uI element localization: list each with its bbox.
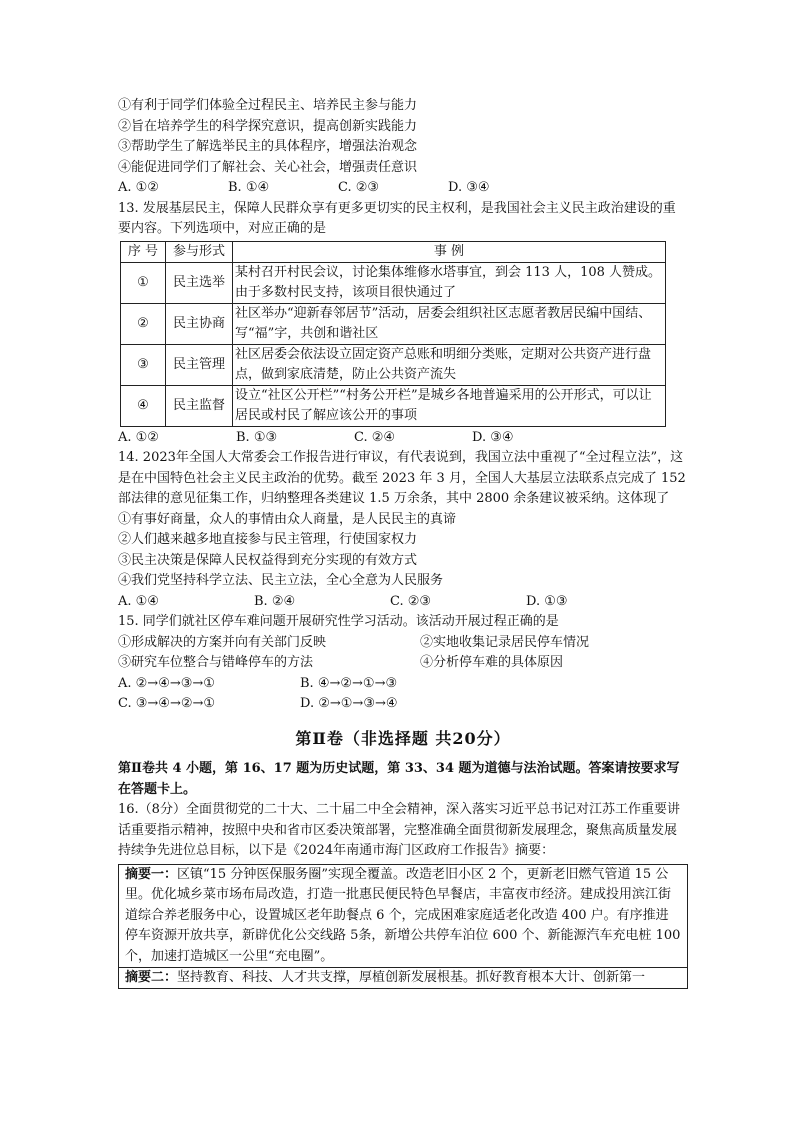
row-case: 设立“社区公开栏”“村务公开栏”是城乡各地普遍采用的公开形式，可以让居民或村民了解应该公开的事项 <box>233 385 666 426</box>
q15-items-row <box>118 653 688 674</box>
excerpt-box-2 <box>118 968 688 989</box>
q14-item: ①有事好商量，众人的事情由众人商量，是人民民主的真谛 <box>118 511 457 527</box>
q16-stem: 16.（8分）全面贯彻党的二十大、二十届二中全会精神，深入落实习近平总书记对江苏工作重要讲话重要指示精神，按照中央和省市区委决策部署，完整准确全面贯彻新发展理念，聚焦高质量发展持续争先进位总目标，以下是《2024年南通市海门区政府工作报告》摘要： <box>118 802 680 858</box>
q15-stem: 15. 同学们就社区停车难问题开展研究性学习活动。该活动开展过程正确的是 <box>118 614 559 629</box>
q14-item: ②人们越来越多地直接参与民主管理，行使国家权力 <box>118 532 418 547</box>
option-b: B. ②④ <box>254 593 296 609</box>
option-b: B. ①③ <box>236 429 278 445</box>
table-header-row <box>121 241 666 262</box>
option-a: A. ①④ <box>118 593 159 609</box>
option-a: A. ①② <box>118 180 159 195</box>
excerpt-label: 摘要二： <box>125 970 178 985</box>
option-d: D. ③④ <box>472 429 514 445</box>
option-c: C. ②③ <box>338 180 380 195</box>
table-row <box>121 303 666 344</box>
row-form: 民主管理 <box>166 344 233 385</box>
q14-item: ③民主决策是保障人民权益得到充分实现的有效方式 <box>118 552 418 568</box>
row-form: 民主监督 <box>166 385 233 426</box>
table-row <box>121 344 666 385</box>
q13-options <box>118 428 688 449</box>
q15-options <box>118 674 688 695</box>
row-case: 某村召开村民会议，讨论集体维修水塔事宜，到会 113 人，108 人赞成。由于多数村民支持，该项目很快通过了 <box>233 262 666 303</box>
option-c: C. ③→④→②→① <box>118 696 216 711</box>
q15-options <box>118 694 688 715</box>
q12-item: ②旨在培养学生的科学探究意识，提高创新实践能力 <box>118 118 418 134</box>
table-row <box>121 385 666 426</box>
option-a: A. ①② <box>118 429 159 445</box>
header-case: 事 例 <box>233 241 666 262</box>
q13-table <box>120 241 666 427</box>
q14-item: ④我们党坚持科学立法、民主立法，全心全意为人民服务 <box>118 573 444 588</box>
q12-item: ④能促进同学们了解社会、关心社会，增强责任意识 <box>118 159 418 175</box>
row-form: 民主选举 <box>166 262 233 303</box>
q14-options <box>118 592 688 613</box>
excerpt-text: 坚持教育、科技、人才共支撑，厚植创新发展根基。抓好教育根本大计、创新第一 <box>177 970 646 985</box>
option-c: C. ②③ <box>390 593 432 609</box>
q15-item: ②实地收集记录居民停车情况 <box>420 634 590 650</box>
q14-stem: 14. 2023年全国人大常委会工作报告进行审议，有代表说到，我国立法中重视了“全过程立法”，这是在中国特色社会主义民主政治的优势。截至 2023 年 3 月，全国人大基层立法联系点完成了 152 部法律的意见征集工作，归纳整理各类建议 1.5 万余条，其中 2800 余条建议被采纳。这体现了 <box>118 450 686 506</box>
option-c: C. ②④ <box>354 429 396 445</box>
row-form: 民主协商 <box>166 303 233 344</box>
excerpt-text: 区镇“15 分钟医保服务圈”实现全覆盖。改造老旧小区 2 个，更新老旧燃气管道 15 公里。优化城乡菜市场布局改造，打造一批惠民便民特色早餐店，丰富夜市经济。建成投用滨江街道综合养老服务中心，设置城区老年助餐点 6 个，完成困难家庭适老化改造 400 户。有序推进停车资源开放共享，新辟优化公交线路 5条，新增公共停车泊位 600 个、新能源汽车充电桩 100 个，加速打造城区一公里“充电圈”。 <box>125 866 681 964</box>
q13-stem: 13. 发展基层民主，保障人民群众享有更多更切实的民主权利，是我国社会主义民主政治建设的重要内容。下列选项中，对应正确的是 <box>118 200 676 236</box>
option-d: D. ③④ <box>448 180 490 195</box>
header-no: 序 号 <box>121 241 166 262</box>
section-title: 第Ⅱ卷（非选择题 共20分） <box>295 728 511 748</box>
q12-options <box>118 178 688 199</box>
option-d: D. ②→①→③→④ <box>300 696 398 711</box>
section-note: 第Ⅱ卷共 4 小题，第 16、17 题为历史试题，第 33、34 题为道德与法治试题。答案请按要求写在答题卡上。 <box>118 761 680 797</box>
q15-items-row <box>118 633 688 654</box>
option-d: D. ①③ <box>526 593 568 609</box>
row-no: ③ <box>121 344 166 385</box>
q15-item: ①形成解决的方案并向有关部门反映 <box>118 634 327 650</box>
option-b: B. ④→②→①→③ <box>300 675 398 691</box>
excerpt-label: 摘要一： <box>125 866 178 882</box>
excerpt-box-1 <box>118 864 688 969</box>
q15-item: ③研究车位整合与错峰停车的方法 <box>118 655 314 670</box>
q12-item: ①有利于同学们体验全过程民主、培养民主参与能力 <box>118 98 418 113</box>
row-no: ① <box>121 262 166 303</box>
q12-item: ③帮助学生了解选举民主的具体程序，增强法治观念 <box>118 139 418 154</box>
option-a: A. ②→④→③→① <box>118 675 215 691</box>
header-form: 参与形式 <box>166 241 233 262</box>
q15-item: ④分析停车难的具体原因 <box>420 655 564 670</box>
table-row <box>121 262 666 303</box>
row-case: 社区举办“迎新春邻居节”活动，居委会组织社区志愿者教居民编中国结、写“福”字，共创和谐社区 <box>233 303 666 344</box>
option-b: B. ①④ <box>228 180 270 195</box>
row-no: ④ <box>121 385 166 426</box>
row-no: ② <box>121 303 166 344</box>
row-case: 社区居委会依法设立固定资产总账和明细分类账，定期对公共资产进行盘点，做到家底清楚，防止公共资产流失 <box>233 344 666 385</box>
exam-page <box>118 96 688 989</box>
